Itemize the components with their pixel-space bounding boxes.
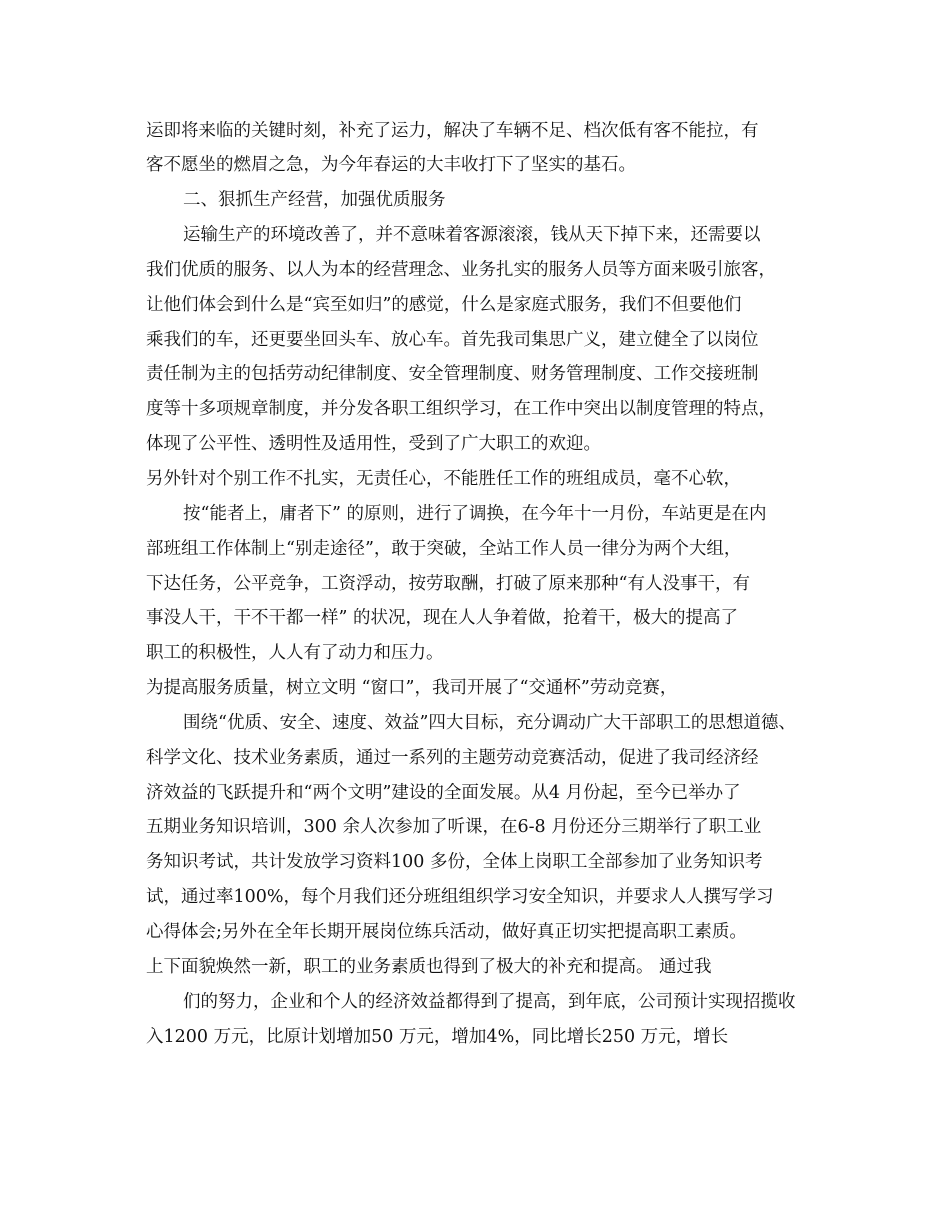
text-line: 五期业务知识培训，300 余人次参加了听课，在6-8 月份还分三期举行了职工业 [146, 817, 762, 837]
text-line: 上下面貌焕然一新，职工的业务素质也得到了极大的补充和提高。 通过我 [146, 957, 712, 977]
text-line: 体现了公平性、透明性及适用性，受到了广大职工的欢迎。 [146, 434, 601, 454]
text-line: 责任制为主的包括劳动纪律制度、安全管理制度、财务管理制度、工作交接班制 [146, 364, 759, 384]
text-line: 我们优质的服务、以人为本的经营理念、业务扎实的服务人员等方面来吸引旅客， [146, 260, 776, 280]
text-line: 度等十多项规章制度，并分发各职工组织学习，在工作中突出以制度管理的特点， [146, 399, 776, 419]
text-line: 按“能者上，庸者下” 的原则，进行了调换，在今年十一月份，车站更是在内 [183, 504, 767, 524]
text-line: 职工的积极性，人人有了动力和压力。 [146, 643, 444, 663]
text-line: 运即将来临的关键时刻，补充了运力，解决了车辆不足、档次低有客不能拉，有 [146, 121, 759, 141]
text-line: 围绕“优质、安全、速度、效益”四大目标，充分调动广大干部职工的思想道德、 [183, 713, 796, 733]
text-line: 入1200 万元，比原计划增加50 万元，增加4%，同比增长250 万元，增长 [146, 1027, 729, 1047]
text-line: 下达任务，公平竞争，工资浮动，按劳取酬，打破了原来那种“有人没事干，有 [146, 574, 750, 594]
text-line: 另外针对个别工作不扎实，无责任心，不能胜任工作的班组成员，毫不心软， [146, 469, 741, 489]
text-line: 试，通过率100%，每个月我们还分班组组织学习安全知识，并要求人人撰写学习 [146, 887, 774, 907]
section-heading: 二、狠抓生产经营，加强优质服务 [183, 190, 446, 210]
text-line: 让他们体会到什么是“宾至如归”的感觉，什么是家庭式服务，我们不但要他们 [146, 295, 742, 315]
text-line: 科学文化、技术业务素质，通过一系列的主题劳动竞赛活动，促进了我司经济经 [146, 748, 759, 768]
text-line: 部班组工作体制上“别走途径”，敢于突破，全站工作人员一律分为两个大组， [146, 539, 742, 559]
text-line: 事没人干，干不干都一样” 的状况，现在人人争着做，抢着干，极大的提高了 [146, 608, 739, 628]
text-line: 乘我们的车，还更要坐回头车、放心车。首先我司集思广义，建立健全了以岗位 [146, 330, 759, 350]
text-line: 运输生产的环境改善了，并不意味着客源滚滚，钱从天下掉下来，还需要以 [183, 225, 761, 245]
text-line: 客不愿坐的燃眉之急，为今年春运的大丰收打下了坚实的基石。 [146, 155, 636, 175]
text-line: 们的努力，企业和个人的经济效益都得到了提高，到年底，公司预计实现招揽收 [183, 992, 796, 1012]
text-line: 心得体会;另外在全年长期开展岗位练兵活动，做好真正切实把提高职工素质。 [146, 922, 747, 942]
text-line: 为提高服务质量，树立文明 “窗口”，我司开展了“交通杯”劳动竞赛， [146, 678, 678, 698]
text-line: 务知识考试，共计发放学习资料100 多份，全体上岗职工全部参加了业务知识考 [146, 852, 763, 872]
text-line: 济效益的飞跃提升和“两个文明”建设的全面发展。从4 月份起，至今已举办了 [146, 783, 741, 803]
